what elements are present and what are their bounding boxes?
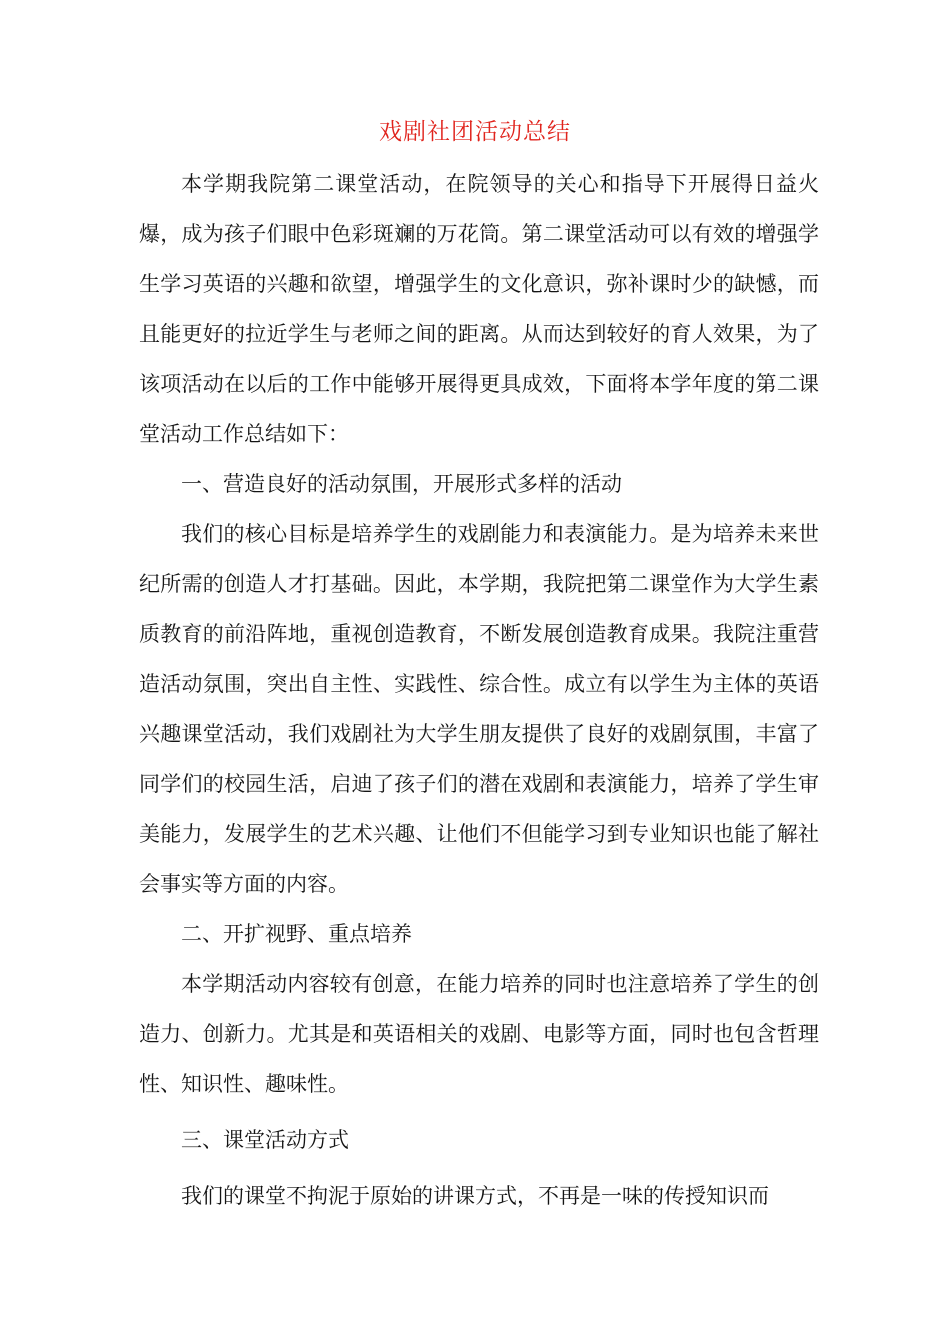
intro-paragraph: 本学期我院第二课堂活动，在院领导的关心和指导下开展得日益火爆，成为孩子们眼中色彩斑斓的万花筒。第二课堂活动可以有效的增强学生学习英语的兴趣和欲望，增强学生的文化意识，弥补课时少的缺憾，而且能更好的拉近学生与老师之间的距离。从而达到较好的育人效果，为了该项活动在以后的工作中能够开展得更具成效，下面将本学年度的第二课堂活动工作总结如下： bbox=[139, 172, 819, 446]
document-body bbox=[139, 159, 819, 1221]
section-3-heading: 三、课堂活动方式 bbox=[181, 1128, 349, 1152]
section-2-heading: 二、开扩视野、重点培养 bbox=[181, 922, 412, 946]
section-1-paragraph: 我们的核心目标是培养学生的戏剧能力和表演能力。是为培养未来世纪所需的创造人才打基础。因此，本学期，我院把第二课堂作为大学生素质教育的前沿阵地，重视创造教育，不断发展创造教育成果。我院注重营造活动氛围，突出自主性、实践性、综合性。成立有以学生为主体的英语兴趣课堂活动，我们戏剧社为大学生朋友提供了良好的戏剧氛围，丰富了同学们的校园生活，启迪了孩子们的潜在戏剧和表演能力，培养了学生审美能力，发展学生的艺术兴趣、让他们不但能学习到专业知识也能了解社会事实等方面的内容。 bbox=[139, 522, 819, 896]
section-3-paragraph: 我们的课堂不拘泥于原始的讲课方式，不再是一味的传授知识而 bbox=[181, 1184, 769, 1208]
document-title: 戏剧社团活动总结 bbox=[379, 119, 571, 145]
section-1-heading: 一、营造良好的活动氛围，开展形式多样的活动 bbox=[181, 472, 622, 496]
section-2-paragraph: 本学期活动内容较有创意，在能力培养的同时也注意培养了学生的创造力、创新力。尤其是和英语相关的戏剧、电影等方面，同时也包含哲理性、知识性、趣味性。 bbox=[139, 972, 819, 1096]
